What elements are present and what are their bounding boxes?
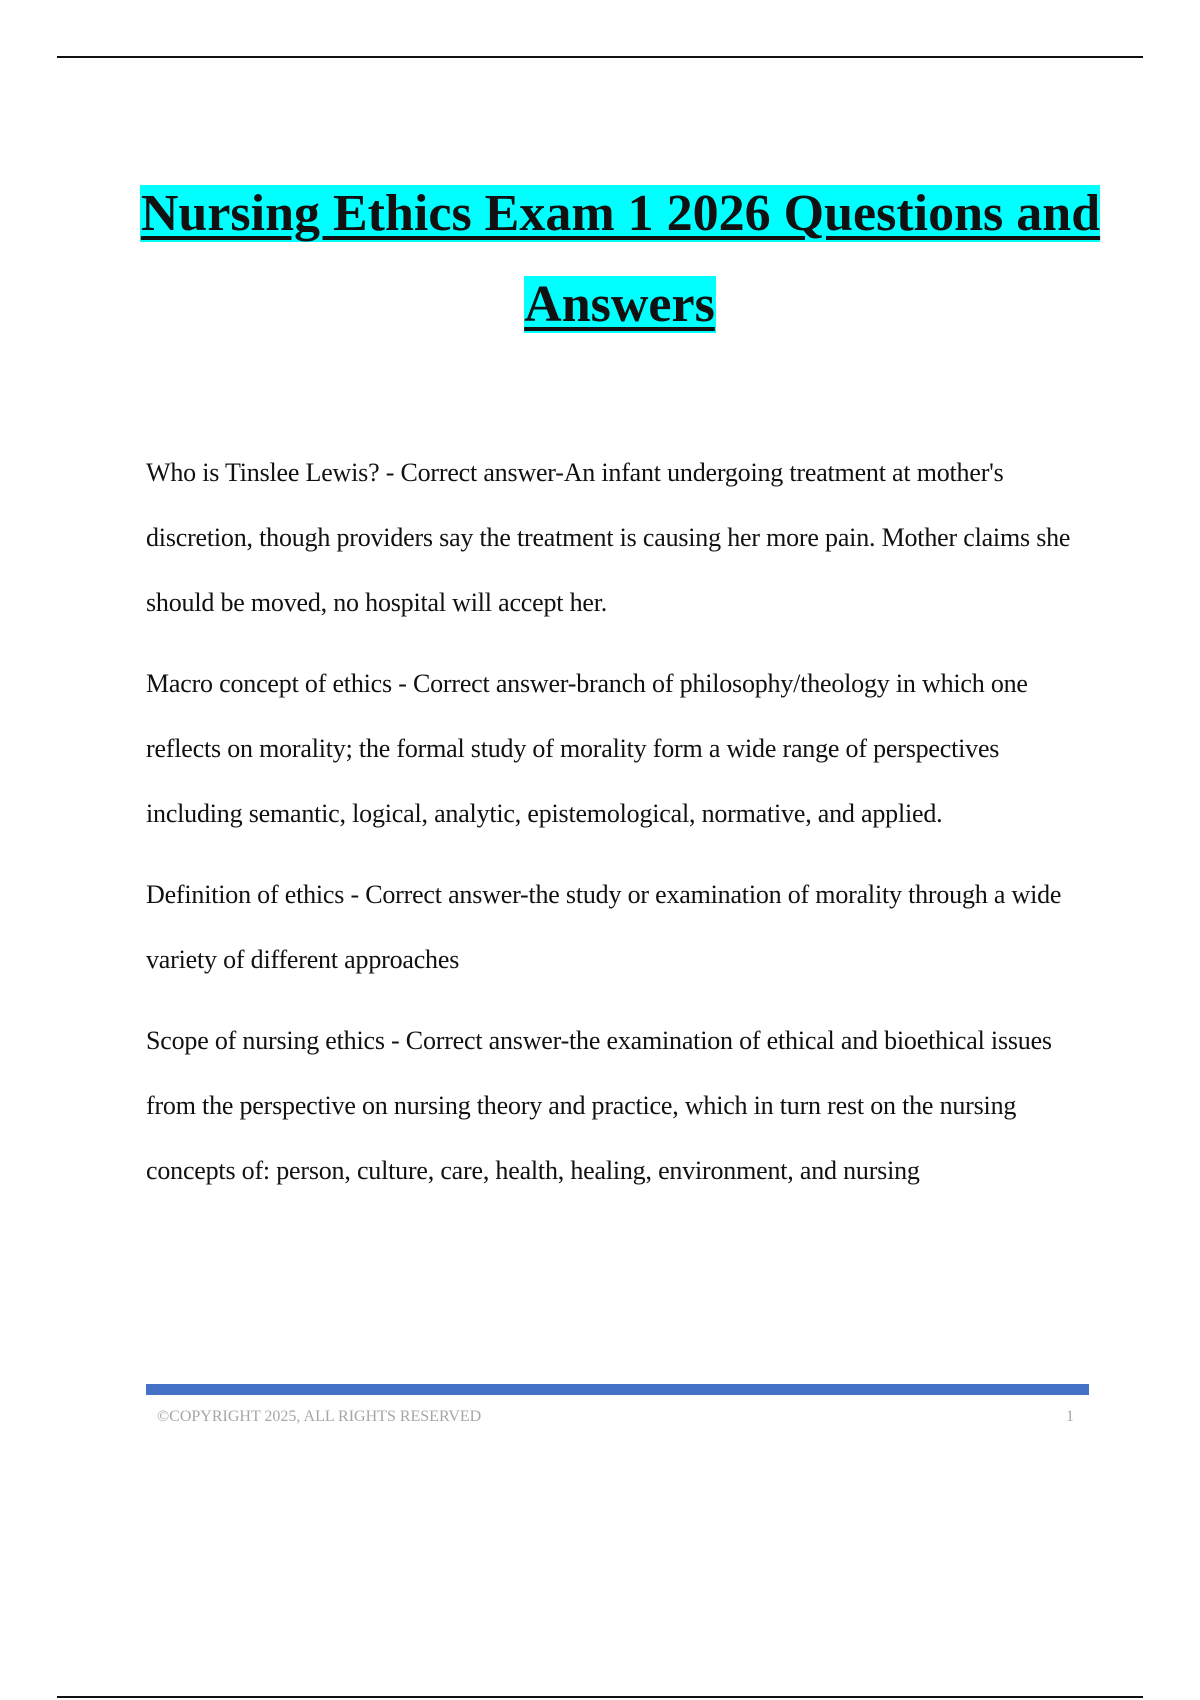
footer-bar bbox=[146, 1384, 1089, 1395]
qa-entry-1: Who is Tinslee Lewis? - Correct answer-An infant undergoing treatment at mother's discretion, though providers say the treatment is causing her more pain. Mother claims she should be moved, no hospital will accept her. bbox=[146, 458, 1071, 617]
bottom-rule bbox=[57, 1696, 1143, 1698]
qa-content bbox=[146, 440, 1091, 1219]
footer-copyright: ©COPYRIGHT 2025, ALL RIGHTS RESERVED bbox=[157, 1408, 482, 1425]
qa-entry-4: Scope of nursing ethics - Correct answer-the examination of ethical and bioethical issues from the perspective on nursing theory and practice, which in turn rest on the nursing concepts of: person, culture, care, health, healing, environment, and nursing bbox=[146, 1026, 1052, 1185]
qa-entry-3: Definition of ethics - Correct answer-the study or examination of morality through a wide variety of different approaches bbox=[146, 880, 1062, 974]
top-rule bbox=[57, 56, 1143, 58]
document-title bbox=[100, 168, 1140, 350]
qa-entry-2: Macro concept of ethics - Correct answer-branch of philosophy/theology in which one reflects on morality; the formal study of morality form a wide range of perspectives including semantic, logical, analytic, epistemological, normative, and applied. bbox=[146, 669, 1028, 828]
document-title-text: Nursing Ethics Exam 1 2026 Questions and Answers bbox=[140, 185, 1101, 333]
footer-page-number: 1 bbox=[1066, 1408, 1074, 1425]
